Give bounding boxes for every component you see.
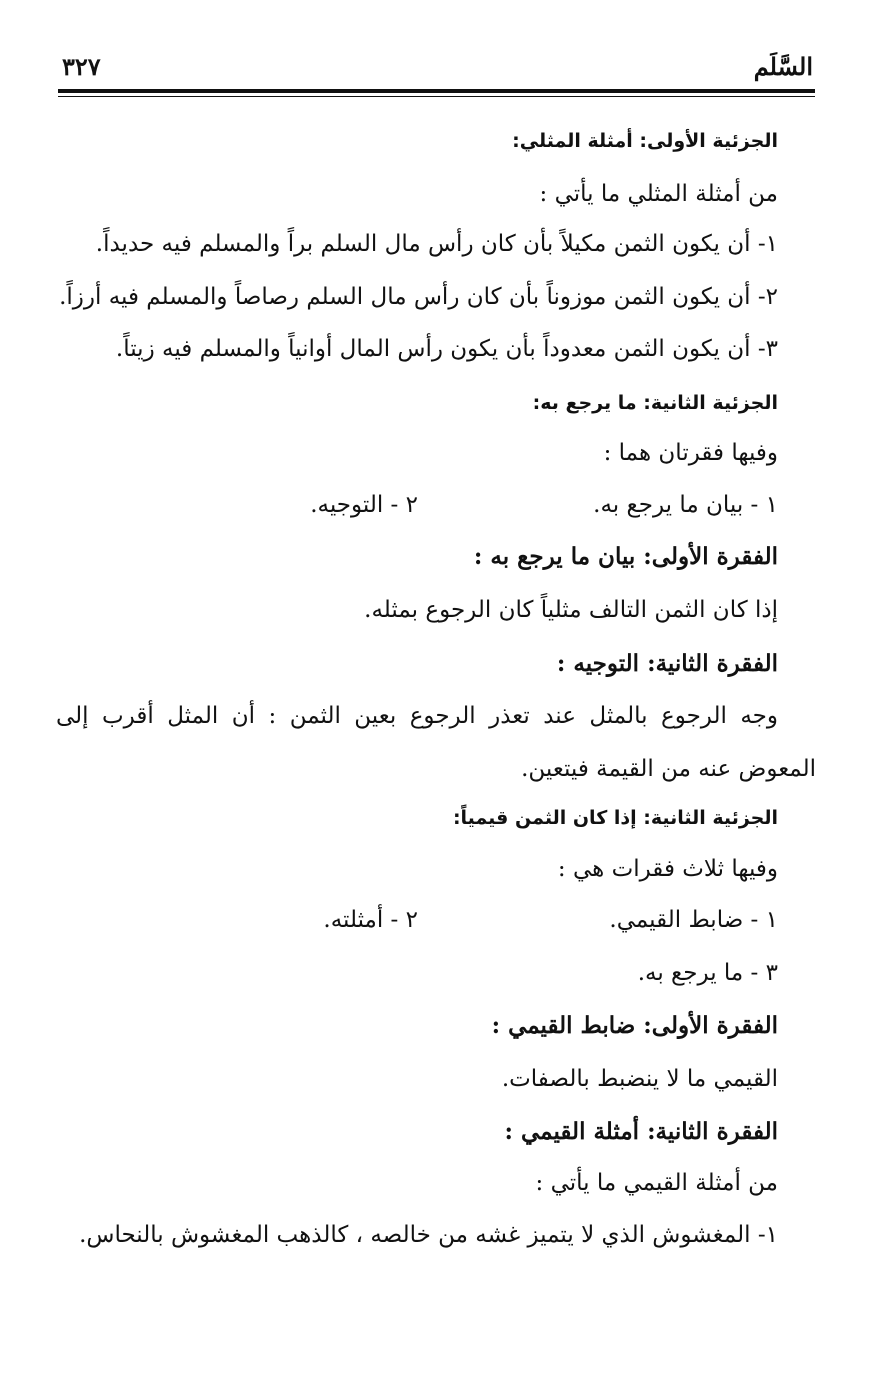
header-rule-thick [58, 89, 815, 93]
list-item: ١ - بيان ما يرجع به. [593, 492, 778, 518]
running-header-title: السَّلَم [753, 52, 813, 81]
header-rule-thin [58, 96, 815, 97]
text-line: وجه الرجوع بالمثل عند تعذر الرجوع بعين الثمن : أن المثل أقرب إلى [56, 703, 778, 729]
list-item: ١ - ضابط القيمي. [609, 907, 778, 933]
text-line: من أمثلة القيمي ما يأتي : [535, 1170, 778, 1196]
text-line: من أمثلة المثلي ما يأتي : [539, 181, 778, 207]
text-line: إذا كان الثمن التالف مثلياً كان الرجوع بمثله. [364, 597, 778, 623]
list-item: ١- أن يكون الثمن مكيلاً بأن كان رأس مال السلم براً والمسلم فيه حديداً. [95, 231, 778, 257]
subheading: الجزئية الثانية: ما يرجع به: [532, 392, 778, 414]
page-number: ٣٢٧ [62, 52, 101, 81]
subheading: الجزئية الثانية: إذا كان الثمن قيمياً: [452, 807, 778, 829]
paragraph-heading: الفقرة الثانية: أمثلة القيمي : [504, 1118, 778, 1145]
subheading: الجزئية الأولى: أمثلة المثلي: [512, 130, 778, 152]
text-line: وفيها فقرتان هما : [603, 440, 778, 466]
list-item: ٢ - التوجيه. [310, 492, 418, 518]
list-item: ١- المغشوش الذي لا يتميز غشه من خالصه ، كالذهب المغشوش بالنحاس. [79, 1222, 778, 1248]
list-item: ٢- أن يكون الثمن موزوناً بأن كان رأس مال السلم رصاصاً والمسلم فيه أرزاً. [59, 284, 778, 310]
text-line: القيمي ما لا ينضبط بالصفات. [501, 1066, 778, 1092]
paragraph-heading: الفقرة الأولى: ضابط القيمي : [491, 1012, 778, 1039]
list-item: ٣ - ما يرجع به. [637, 960, 778, 986]
text-line: وفيها ثلاث فقرات هي : [557, 856, 778, 882]
paragraph-heading: الفقرة الأولى: بيان ما يرجع به : [473, 543, 778, 570]
list-item: ٣- أن يكون الثمن معدوداً بأن يكون رأس المال أوانياً والمسلم فيه زيتاً. [115, 336, 778, 362]
paragraph-heading: الفقرة الثانية: التوجيه : [556, 650, 778, 677]
text-line: المعوض عنه من القيمة فيتعين. [521, 756, 816, 782]
list-item: ٢ - أمثلته. [323, 907, 418, 933]
